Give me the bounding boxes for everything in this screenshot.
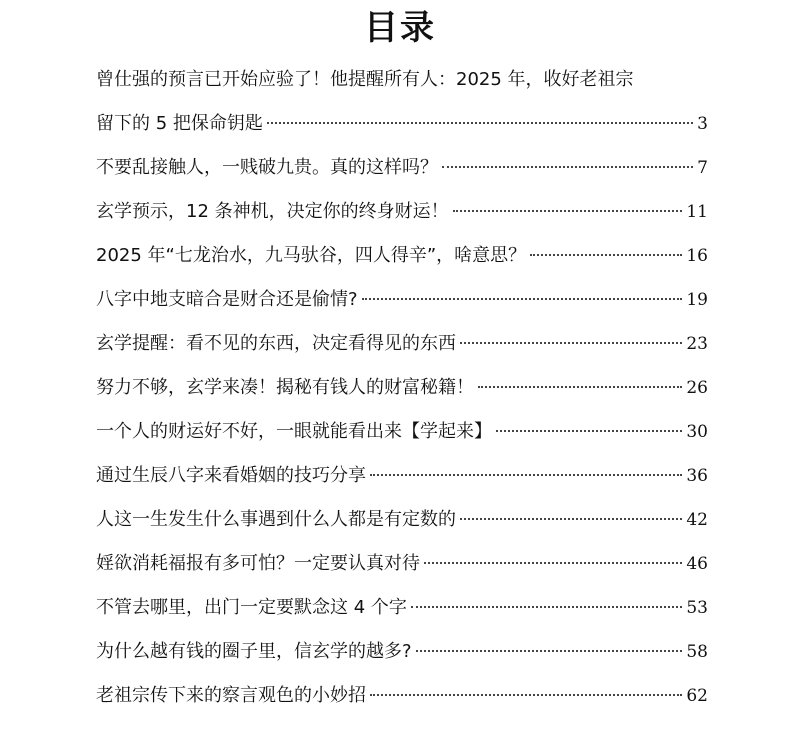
toc-entry[interactable] [96,146,708,190]
dot-leader [530,254,682,256]
toc-entry[interactable] [96,190,708,234]
dot-leader [424,562,682,564]
toc-entry[interactable] [96,366,708,410]
dot-leader [442,166,693,168]
toc-page-number: 16 [686,246,708,266]
toc-page-number: 46 [686,554,708,574]
toc-page-number: 36 [686,466,708,486]
toc-entry-title: 2025 年“七龙治水，九马驮谷，四人得辛”，啥意思？ [96,245,527,266]
dot-leader [362,298,683,300]
toc-entry-title: 玄学提醒：看不见的东西，决定看得见的东西 [96,333,456,354]
dot-leader [370,474,682,476]
toc-entry-title-line1: 曾仕强的预言已开始应验了！他提醒所有人：2025 年，收好老祖宗 [96,69,634,90]
dot-leader [496,430,682,432]
toc-entry-title: 为什么越有钱的圈子里，信玄学的越多? [96,641,412,662]
toc-page-number: 58 [686,642,708,662]
toc-page-number: 11 [686,202,708,222]
toc-entry[interactable] [96,234,708,278]
toc-page-number: 7 [697,158,708,178]
toc-page-number: 23 [686,334,708,354]
toc-entry-title: 八字中地支暗合是财合还是偷情? [96,289,358,310]
table-of-contents [96,58,708,718]
dot-leader [411,606,682,608]
dot-leader [460,518,682,520]
toc-page-number: 53 [686,598,708,618]
toc-entry-title: 人这一生发生什么事遇到什么人都是有定数的 [96,509,456,530]
toc-entry-title: 不要乱接触人，一贱破九贵。真的这样吗？ [96,157,438,178]
toc-page-number: 26 [686,378,708,398]
toc-entry[interactable] [96,322,708,366]
toc-entry[interactable] [96,630,708,674]
toc-entry-title: 通过生辰八字来看婚姻的技巧分享 [96,465,366,486]
toc-entry[interactable] [96,278,708,322]
toc-page-number: 30 [686,422,708,442]
dot-leader [370,694,682,696]
dot-leader [460,342,682,344]
dot-leader [453,210,683,212]
toc-entry-title: 留下的 5 把保命钥匙 [96,113,263,134]
toc-entry-title: 努力不够，玄学来凑！揭秘有钱人的财富秘籍！ [96,377,474,398]
dot-leader [267,122,693,124]
dot-leader [416,650,683,652]
toc-page-number: 42 [686,510,708,530]
toc-entry-title: 婬欲消耗福报有多可怕？一定要认真对待 [96,553,420,574]
page-title: 目录 [364,8,436,48]
toc-entry[interactable] [96,454,708,498]
toc-page-number: 62 [686,686,708,706]
toc-entry[interactable] [96,586,708,630]
toc-entry-title: 玄学预示，12 条神机，决定你的终身财运！ [96,201,449,222]
toc-entry[interactable] [96,498,708,542]
toc-entry[interactable] [96,542,708,586]
toc-entry-title: 一个人的财运好不好，一眼就能看出来【学起来】 [96,421,492,442]
toc-entry-title: 不管去哪里，出门一定要默念这 4 个字 [96,597,407,618]
toc-page-number: 3 [697,114,708,134]
dot-leader [478,386,682,388]
toc-entry[interactable] [96,58,708,146]
toc-entry-title: 老祖宗传下来的察言观色的小妙招 [96,685,366,706]
toc-entry[interactable] [96,410,708,454]
toc-page-number: 19 [686,290,708,310]
toc-entry[interactable] [96,674,708,718]
